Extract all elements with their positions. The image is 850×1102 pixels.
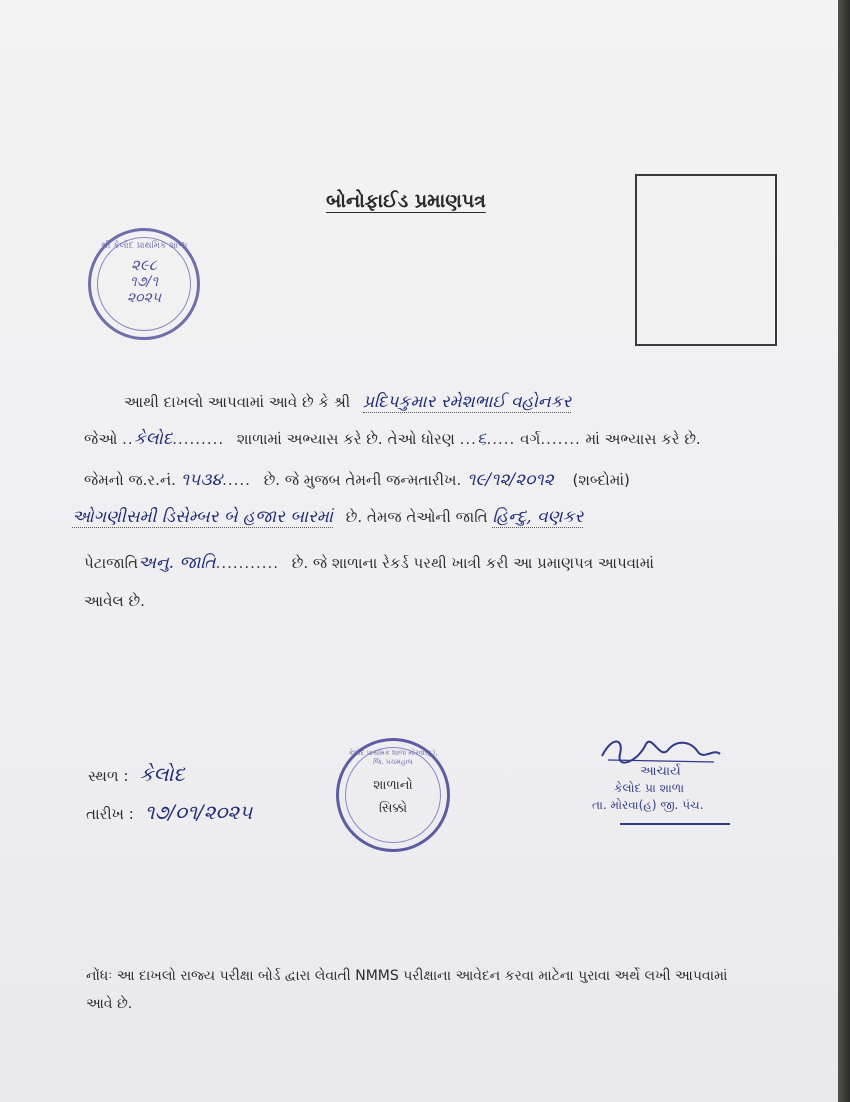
date-label: તારીખ : <box>86 805 134 823</box>
birth-date-words: ઓગણીસમી ડિસેમ્બર બે હજાર બારમાં <box>72 507 333 527</box>
body-line-4 <box>72 507 583 527</box>
student-name: પ્રદિપકુમાર રમેશભાઈ વહોનકર <box>362 392 572 412</box>
footnote: નોંધઃ આ દાખલો રાજ્ય પરીક્ષા બોર્ડ દ્વારા લેવાતી NMMS પરીક્ષાના આવેદન કરવા માટેના પુરાવા અર્થે લખી આપવામાં આવે છે. <box>86 968 728 1012</box>
subcaste-value: અનુ. જાતિ <box>138 553 216 573</box>
signature-scribble <box>594 732 724 768</box>
line2-prefix: જેઓ <box>84 430 118 448</box>
stamp-ring-text: શ્રી કેલોદ પ્રાથમિક શાળા <box>100 241 188 251</box>
body-line-6 <box>84 592 145 610</box>
line3-prefix: જેમનો જ.ર.નં. <box>84 471 176 489</box>
place-label: સ્થળ : <box>88 767 129 785</box>
body-line-3: જેમનો જ.ર.નં. ૧૫૩૪..... છે. જે મુજબ તેમની જન્મતારીખ. ૧૯/૧૨/૨૦૧૨ (શબ્દોમાં) <box>84 470 630 490</box>
date-value: ૧૭/૦૧/૨૦૨૫ <box>144 800 253 824</box>
body-line-2: જેઓ ..કેલોદ......... શાળામાં અભ્યાસ કરે છે. તેઓ ધોરણ ...૬..... વર્ગ....... માં અભ્યાસ કરે છે. <box>84 429 701 449</box>
sig-title: આચાર્ય <box>640 764 681 779</box>
sig-line-1: કેલોદ પ્રા શાળા <box>614 781 685 795</box>
line5-suffix: છે. જે શાળાના રેકર્ડ પરથી ખાત્રી કરી આ પ્રમાણપત્ર આપવામાં <box>291 554 654 572</box>
stamp-number-1: ૨૯૮ <box>131 256 157 274</box>
school-stamp-left <box>88 228 200 340</box>
stamp-center-bottom: સિક્કો <box>378 801 408 816</box>
photo-box <box>635 174 777 346</box>
stamp-ring-text: કેલોદ પ્રાથમિક શાળા મોરવા(હ), જિ. પંચમહાલ <box>348 749 438 766</box>
stamp-number-2: ૧૭/૧ <box>129 274 159 290</box>
body-line-1 <box>124 392 571 412</box>
line6-text: આવેલ છે. <box>84 592 145 610</box>
body-line-5: પેટાજાતિઅનુ. જાતિ........... છે. જે શાળાના રેકર્ડ પરથી ખાત્રી કરી આ પ્રમાણપત્ર આપવામાં <box>84 553 654 573</box>
date-row <box>86 800 252 824</box>
sig-underline <box>620 823 730 825</box>
line2-mid: શાળામાં અભ્યાસ કરે છે. તેઓ ધોરણ <box>236 430 455 448</box>
stamp-number-3: ૨૦૨૫ <box>126 290 162 306</box>
line3-mid: છે. જે મુજબ તેમની જન્મતારીખ <box>263 471 457 489</box>
school-stamp-center <box>336 738 450 852</box>
standard-value: ૬ <box>476 429 487 449</box>
school-name: કેલોદ <box>133 429 173 449</box>
line1-prefix: આથી દાખલો આપવામાં આવે છે કે શ્રી <box>124 393 351 411</box>
varg-label: વર્ગ <box>520 430 541 448</box>
birth-date: ૧૯/૧૨/૨૦૧૨ <box>467 470 554 490</box>
line4-mid: છે. તેમજ તેઓની જાતિ <box>345 508 488 526</box>
stamp-ring <box>97 237 191 331</box>
stamp-center-top: શાળાનો <box>373 778 413 793</box>
line5-prefix: પેટાજાતિ <box>84 554 139 572</box>
certificate-title: બોનોફાઈડ પ્રમાણપત્ર <box>326 190 486 212</box>
place-row <box>88 762 185 786</box>
principal-signature-block <box>584 732 744 825</box>
place-value: કેલોદ <box>139 762 185 786</box>
caste-value: હિન્દુ, વણકર <box>492 507 584 527</box>
gr-number: ૧૫૩૪ <box>180 470 223 490</box>
page-edge-shadow <box>838 0 850 1102</box>
line3-suffix: (શબ્દોમાં) <box>572 471 630 489</box>
line2-suffix: માં અભ્યાસ કરે છે. <box>585 430 701 448</box>
sig-line-2: તા. મોરવા(હ) જી. પંચ. <box>592 798 704 812</box>
